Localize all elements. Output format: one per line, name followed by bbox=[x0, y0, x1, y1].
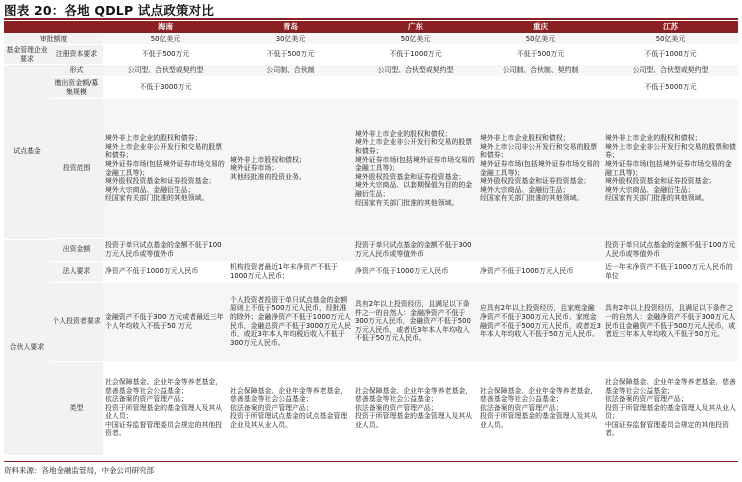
cell bbox=[353, 77, 478, 99]
row-paidin bbox=[4, 77, 738, 99]
label-form: 形式 bbox=[50, 65, 103, 77]
cell: 不低于1000万元 bbox=[603, 45, 738, 65]
group-pilot: 试点基金 bbox=[4, 65, 50, 240]
cell: 金融资产不低于300 万元或者最近三年个人年均收入不低于50 万元 bbox=[103, 282, 228, 361]
cell: 社会保障基金、企业年金等养老基金，慈善基金等社会公益基金； 依法备案的资产管理产品； 投资于所管理基金的基金管理人及其从业人员； 中国证券监督管理委员会规定的其他投资者。 bbox=[103, 361, 228, 455]
cell: 近一年末净资产不低于1000万元人民币的单位 bbox=[603, 261, 738, 282]
cell: 净资产不低于1000万元人民币 bbox=[103, 261, 228, 282]
row-quota bbox=[4, 34, 738, 45]
label-scope: 投资范围 bbox=[50, 99, 103, 239]
cell: 不低于3000万元 bbox=[103, 77, 228, 99]
cell: 应具有2年以上投资经历，且家庭金融净资产不低于300万元人民币、家庭金融资产不低于500万元人民币，或者近3年本人年均收入不低于50万元人民币。 bbox=[478, 282, 603, 361]
cell: 50亿美元 bbox=[478, 34, 603, 45]
cell: 公司型、合伙型或契约型 bbox=[353, 65, 478, 77]
cell: 投资于单只试点基金的金额不低于100万元人民币或等值外币 bbox=[103, 239, 228, 261]
row-form bbox=[4, 65, 738, 77]
cell: 不低于1000万元 bbox=[353, 45, 478, 65]
cell: 不低于500万元 bbox=[103, 45, 228, 65]
cell bbox=[478, 239, 603, 261]
cell: 投资于单只试点基金的金额不低于100万元人民币或等值外币 bbox=[603, 239, 738, 261]
group-lp: 合伙人要求 bbox=[4, 239, 50, 455]
bottom-rule bbox=[4, 461, 738, 462]
cell: 公司制、合伙制 bbox=[228, 65, 353, 77]
cell: 境外非上市企业的股权和债券； 境外上市企业非公开发行和交易的股票和债券； 境外证券市场(包括境外证券市场交易的金融工具等)； 境外股权投资基金和证券投资基金； 境外大宗商品、金融衍生品； 经国家有关部门批准的其他领域。 bbox=[103, 99, 228, 239]
header-row bbox=[4, 21, 738, 34]
cell: 不低于5000万元 bbox=[603, 77, 738, 99]
cell: 具有2年以上投资经历，且满足以下条件之一的自然人：金融净资产不低于300万元人民币且金融资产不低于500万元人民币，或者近三年本人年均收入不低于50万元。 bbox=[603, 282, 738, 361]
label-capital: 注册资本要求 bbox=[50, 45, 103, 65]
row-types bbox=[4, 361, 738, 455]
label-quota: 审批额度 bbox=[4, 34, 103, 45]
cell: 公司型、合伙型或契约型 bbox=[103, 65, 228, 77]
cell: 50亿美元 bbox=[603, 34, 738, 45]
policy-table bbox=[4, 21, 738, 456]
label-corp: 法人要求 bbox=[50, 261, 103, 282]
row-scope bbox=[4, 99, 738, 239]
cell: 个人投资者投资于单只试点基金的金额原则上不低于500万元人民币，经批准的除外；金融净资产不低于1000万元人民币，金融总资产不低于3000万元人民币，或近3年本人年均税后收入不低于300万元人民币。 bbox=[228, 282, 353, 361]
cell: 社会保障基金、企业年金等养老基金，慈善基金等社会公益基金； 依法备案的资产管理产品； 投资于所管理基金的基金管理人及其从业人员。 bbox=[353, 361, 478, 455]
title-rule bbox=[4, 18, 738, 20]
label-types: 类型 bbox=[50, 361, 103, 455]
cell: 净资产不低于1000万元人民币 bbox=[478, 261, 603, 282]
row-individual bbox=[4, 282, 738, 361]
cell: 50亿美元 bbox=[353, 34, 478, 45]
cell: 净资产不低于1000万元人民币 bbox=[353, 261, 478, 282]
cell: 投资于单只试点基金的金额不低于300万元人民币或等值外币 bbox=[353, 239, 478, 261]
cell: 境外非上市企业的股权和债权； 境外上市企业非公开发行和交易的股票和债券； 境外证券市场(包括境外证券市场交易的金融工具等)； 境外股权投资基金和证券投资基金； 境外大宗商品、以套期保值为目的的金融衍生品； 经国家有关部门批准的其他领域。 bbox=[353, 99, 478, 239]
cell: 社会保障基金、企业年金等养老基金，慈善基金等社会公益基金； 依法备案的资产管理产品； 投资于所管理基金的基金管理人及其从业人员。 bbox=[478, 361, 603, 455]
cell: 机构投资者最近1年末净资产不低于1000万元人民币； bbox=[228, 261, 353, 282]
label-individual: 个人投资者要求 bbox=[50, 282, 103, 361]
cell: 境外非上市企业的股权和债权； 境外上市企业非公开发行和交易的股票和债券； 境外证券市场(包括境外证券市场交易的金融工具等)； 境外股权投资基金和证券投资基金； 境外大宗商品、金融衍生品； 经国家有关部门批准的其他领域。 bbox=[603, 99, 738, 239]
header-chongqing: 重庆 bbox=[478, 21, 603, 34]
cell: 社会保障基金、企业年金等养老基金，慈善基金等社会公益基金； 依法备案的资产管理产品； 投资于所管理基金的基金管理人及其从业人员； 中国证券监督管理委员会规定的其他投资者。 bbox=[603, 361, 738, 455]
source-note: 资料来源：各地金融监管局，中金公司研究部 bbox=[4, 466, 154, 475]
cell: 境外非上市股权和债权； 境外证券市场； 其他经批准的投资业务。 bbox=[228, 99, 353, 239]
group-mgmt: 基金管理企业要求 bbox=[4, 45, 50, 65]
header-blank-2 bbox=[50, 21, 103, 34]
row-contrib bbox=[4, 239, 738, 261]
cell: 不低于500万元 bbox=[228, 45, 353, 65]
page-title: 图表 20：各地 QDLP 试点政策对比 bbox=[4, 3, 215, 18]
cell: 具有2年以上投资经历，且满足以下条件之一的自然人：金融净资产不低于300万元人民币，金融资产不低于500万元人民币，或者近3年本人年均收入不低于50万元人民币。 bbox=[353, 282, 478, 361]
cell: 不低于500万元 bbox=[478, 45, 603, 65]
row-capital bbox=[4, 45, 738, 65]
cell: 境外非上市企业股权和债权； 境外上市公司非公开发行和交易的股票和债券； 境外证券市场(包括境外证券市场交易的金融工具等)； 境外股权投资基金和证券投资基金； 境外大宗商品、金融衍生品； 经国家有关部门批准的其他领域。 bbox=[478, 99, 603, 239]
header-guangdong: 广东 bbox=[353, 21, 478, 34]
label-paidin: 缴出资金额/募集规模 bbox=[50, 77, 103, 99]
header-hainan: 海南 bbox=[103, 21, 228, 34]
cell: 公司型、合伙型或契约型 bbox=[603, 65, 738, 77]
cell bbox=[478, 77, 603, 99]
cell: 30亿美元 bbox=[228, 34, 353, 45]
cell bbox=[228, 77, 353, 99]
header-qingdao: 青岛 bbox=[228, 21, 353, 34]
cell: 50亿美元 bbox=[103, 34, 228, 45]
label-contrib: 出资金额 bbox=[50, 239, 103, 261]
cell bbox=[228, 239, 353, 261]
header-jiangsu: 江苏 bbox=[603, 21, 738, 34]
cell: 公司制、合伙制、契约制 bbox=[478, 65, 603, 77]
row-corp bbox=[4, 261, 738, 282]
cell: 社会保障基金、企业年金等养老基金，慈善基金等社会公益基金； 依法备案的资产管理产品； 投资于所管理试点基金的试点基金管理企业及其从业人员。 bbox=[228, 361, 353, 455]
header-blank-1 bbox=[4, 21, 50, 34]
